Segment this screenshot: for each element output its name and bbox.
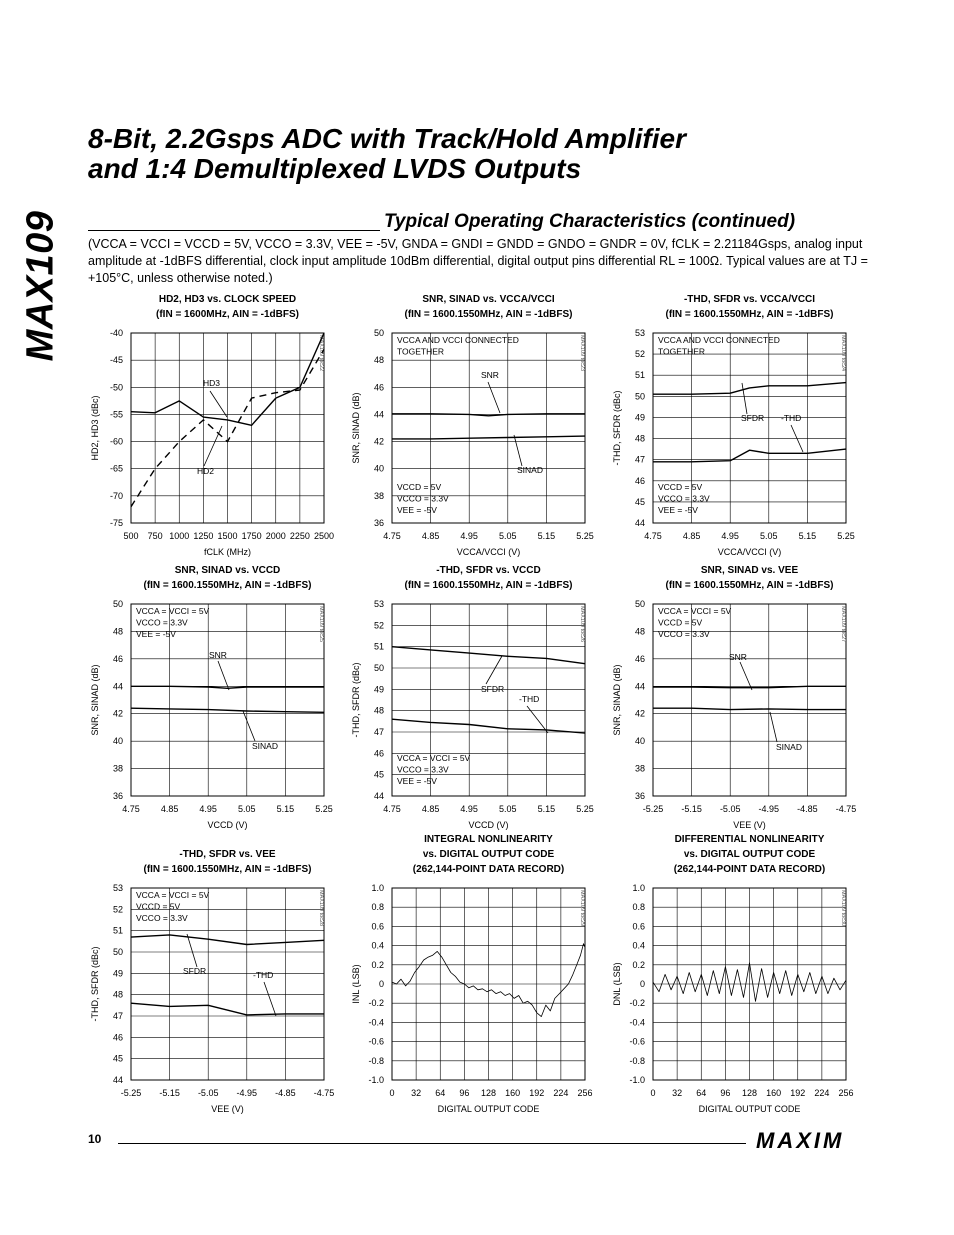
series-label: -THD [253,970,274,980]
y-tick-label: 40 [373,463,384,474]
x-tick-label: 128 [480,1088,497,1098]
series-label: SINAD [517,465,543,475]
title-line-2: and 1:4 Demultiplexed LVDS Outputs [88,153,582,184]
chart-title: SNR, SINAD vs. VCCA/VCCI [422,294,555,305]
series-label: SINAD [252,741,278,751]
chart-title: (fIN = 1600MHz, AIN = -1dBFS) [156,309,299,320]
title-line-1: 8-Bit, 2.2Gsps ADC with Track/Hold Amplifier [88,123,686,154]
chart-title: DIFFERENTIAL NONLINEARITY [674,834,825,845]
x-tick-label: 224 [553,1088,569,1098]
toc-id: MAX109 toc28 [318,890,324,927]
y-tick-label: 42 [373,436,384,447]
chart-title: SNR, SINAD vs. VCCD [174,565,281,576]
condition-note: VEE = -5V [397,505,437,515]
y-tick-label: 52 [373,620,384,631]
x-tick-label: -4.85 [275,1088,296,1098]
chart-title: (fIN = 1600.1550MHz, AIN = -1dBFS) [665,309,834,320]
chart-7 [90,849,334,1114]
chart-title: SNR, SINAD vs. VEE [700,565,799,576]
series-line-sinad [653,708,846,709]
y-tick-label: 53 [373,599,384,609]
chart-title: (262,144-POINT DATA RECORD) [673,864,826,875]
x-tick-label: -5.25 [642,804,664,814]
y-tick-label: 1.0 [632,883,645,893]
x-tick-label: 4.75 [122,804,140,814]
condition-note: VCCA = VCCI = 5V [397,753,471,763]
leader-line [742,383,747,414]
condition-note: VCCO = 3.3V [658,493,710,504]
x-tick-label: 0 [650,1088,656,1098]
condition-note: TOGETHER [397,346,445,357]
series-label: SNR [209,650,227,660]
y-tick-label: -0.4 [629,1017,645,1028]
x-tick-label: -4.75 [835,804,857,814]
x-tick-label: 5.25 [576,531,594,541]
y-tick-label: 45 [373,769,384,780]
x-tick-label: 500 [123,531,139,541]
x-tick-label: 192 [790,1088,806,1098]
x-tick-label: -5.25 [120,1088,142,1098]
leader-line [204,426,222,466]
y-tick-label: -0.4 [368,1017,384,1028]
y-tick-label: 52 [112,904,123,915]
chart-title: vs. DIGITAL OUTPUT CODE [422,849,555,860]
chart-title: vs. DIGITAL OUTPUT CODE [683,849,816,860]
leader-line [210,391,227,417]
series-label: SFDR [741,413,765,423]
chart-title: HD2, HD3 vs. CLOCK SPEED [158,294,297,305]
x-tick-label: 96 [720,1088,731,1098]
x-tick-label: -4.75 [313,1088,335,1098]
x-tick-label: 5.05 [238,804,256,814]
series-label: SFDR [183,966,207,976]
chart-2 [351,294,594,557]
series-label: SNR [729,652,747,662]
toc-id: MAX109 toc27 [840,606,846,643]
chart-4 [90,565,333,830]
series-line--thd [392,719,585,733]
y-tick-label: -75 [109,518,123,528]
condition-note: VCCD = 5V [397,482,442,492]
y-tick-label: 0.6 [632,921,645,932]
x-axis-label: VCCA/VCCI (V) [456,547,521,557]
x-tick-label: 32 [411,1088,422,1098]
leader-line [740,662,752,690]
x-tick-label: 1750 [241,531,262,541]
y-tick-label: -0.8 [629,1055,645,1066]
y-tick-label: 0.8 [371,902,384,913]
series-line-sfdr [131,935,324,945]
y-tick-label: -40 [109,328,123,338]
series-label: HD3 [203,378,221,388]
x-tick-label: -5.05 [197,1088,219,1098]
x-tick-label: -5.15 [681,804,702,814]
y-tick-label: 46 [373,382,384,393]
y-tick-label: 44 [373,791,384,801]
y-tick-label: 45 [112,1053,123,1064]
y-tick-label: 44 [634,681,645,692]
condition-note: VEE = -5V [397,776,437,786]
y-tick-label: 50 [634,391,645,402]
x-tick-label: 5.05 [499,531,517,541]
y-tick-label: 49 [112,968,123,979]
chart-title: (fIN = 1600.1550MHz, AIN = -1dBFS) [404,580,573,591]
y-tick-label: 46 [634,653,645,664]
y-axis-label: HD2, HD3 (dBc) [90,395,100,461]
chart-5 [351,565,594,830]
condition-note: VCCA = VCCI = 5V [658,606,732,616]
chart-3 [612,294,855,557]
leader-line [514,435,522,466]
chart-title: (fIN = 1600.1550MHz, AIN = -1dBFS) [665,580,834,591]
x-tick-label: 160 [766,1088,782,1098]
leader-line [264,982,276,1016]
y-tick-label: 45 [634,496,645,507]
y-tick-label: -0.8 [368,1055,384,1066]
chart-title: -THD, SFDR vs. VCCA/VCCI [683,294,816,305]
y-tick-label: -55 [109,409,123,420]
x-tick-label: 5.25 [837,531,855,541]
series-label: -THD [781,413,802,423]
y-tick-label: 40 [112,736,123,747]
y-tick-label: 50 [373,328,384,338]
x-tick-label: 5.15 [537,804,556,814]
leader-line [486,656,502,684]
y-tick-label: 36 [112,791,123,801]
y-tick-label: 0.6 [371,921,384,932]
chart-title: -THD, SFDR vs. VEE [179,849,276,860]
chart-title: (fIN = 1600.1550MHz, AIN = -1dBFS) [143,580,312,591]
condition-note: TOGETHER [658,346,706,357]
toc-id: MAX109 toc29 [579,890,585,927]
leader-line [488,382,500,413]
x-axis-label: VEE (V) [211,1104,244,1114]
condition-note: VCCA = VCCI = 5V [136,606,210,616]
y-tick-label: 46 [112,1032,123,1043]
x-tick-label: 2250 [289,531,310,541]
chart-8 [351,834,593,1114]
y-axis-label: -THD, SFDR (dBc) [90,946,100,1022]
x-tick-label: 5.05 [499,804,517,814]
y-tick-label: -0.6 [629,1036,645,1047]
x-tick-label: 4.95 [721,531,739,541]
y-tick-label: 38 [112,763,123,774]
toc-id: MAX109 toc26 [579,606,585,643]
y-tick-label: -0.2 [629,998,645,1009]
y-tick-label: -50 [109,382,123,393]
y-tick-label: 0 [378,979,384,989]
y-tick-label: 52 [634,349,645,360]
condition-note: VEE = -5V [658,505,698,515]
y-tick-label: 50 [373,663,384,673]
condition-note: VCCA = VCCI = 5V [136,890,210,900]
x-axis-label: fCLK (MHz) [204,547,251,557]
side-part-number: MAX109 [19,210,62,362]
series-line-sfdr [653,383,846,395]
y-tick-label: 46 [373,748,384,759]
x-axis-label: DIGITAL OUTPUT CODE [698,1104,801,1114]
y-axis-label: SNR, SINAD (dB) [612,664,622,736]
y-tick-label: 42 [112,708,123,719]
series-label: SNR [481,370,499,380]
x-tick-label: -5.05 [719,804,741,814]
y-tick-label: 47 [112,1011,123,1021]
x-tick-label: 5.25 [576,804,594,814]
condition-note: VCCO = 3.3V [397,493,449,504]
y-tick-label: 48 [373,355,384,366]
x-tick-label: 5.15 [798,531,817,541]
x-axis-label: VCCD (V) [207,820,248,830]
chart-9 [612,834,854,1114]
chart-1 [90,294,334,557]
x-tick-label: 1000 [169,531,190,541]
x-tick-label: 256 [838,1088,854,1098]
y-tick-label: 36 [373,518,384,528]
y-tick-label: 42 [634,708,645,719]
leader-line [187,934,197,967]
series-line-sinad [392,436,585,439]
toc-id: MAX109 toc23 [579,335,585,372]
y-tick-label: 40 [634,736,645,747]
x-tick-label: 32 [672,1088,683,1098]
condition-note: VCCA AND VCCI CONNECTED [397,335,519,345]
y-axis-label: DNL (LSB) [612,962,622,1006]
chart-title: -THD, SFDR vs. VCCD [436,565,541,576]
condition-note: VCCD = 5V [658,482,703,492]
condition-note: VEE = -5V [136,629,176,639]
operating-conditions: (VCCA = VCCI = VCCD = 5V, VCCO = 3.3V, VEE = -5V, GNDA = GNDI = GNDD = GNDO = GNDR = 0V, fCLK = 2.21184Gsps, analog input amplitude at -1dBFS differential, clock input amplitude 10dBm differential, digital output pins differential RL = 100Ω. Typical values are at TJ = +105°C, unless otherwise noted.) [88,237,868,285]
y-tick-label: -45 [109,355,123,366]
y-tick-label: 48 [112,626,123,637]
y-tick-label: 38 [373,490,384,501]
condition-note: VCCO = 3.3V [397,764,449,775]
x-tick-label: 5.05 [760,531,778,541]
series-label: SFDR [481,684,505,694]
y-tick-label: 46 [112,653,123,664]
y-tick-label: 0.8 [632,902,645,913]
x-tick-label: 4.95 [460,531,478,541]
x-tick-label: 750 [147,531,163,541]
x-tick-label: 256 [577,1088,593,1098]
x-axis-label: DIGITAL OUTPUT CODE [437,1104,540,1114]
x-tick-label: 5.15 [276,804,295,814]
x-axis-label: VEE (V) [733,820,766,830]
chart-title: INTEGRAL NONLINEARITY [424,834,553,845]
series-line-sinad [131,708,324,712]
x-tick-label: 96 [459,1088,470,1098]
y-tick-label: 48 [634,433,645,444]
x-tick-label: 4.95 [199,804,217,814]
y-tick-label: 44 [373,409,384,420]
y-tick-label: -60 [109,436,123,447]
x-tick-label: -4.95 [758,804,780,814]
x-tick-label: 5.25 [315,804,333,814]
y-tick-label: 0.2 [632,959,645,970]
y-tick-label: 46 [634,475,645,486]
x-tick-label: 4.95 [460,804,478,814]
y-tick-label: 53 [634,328,645,338]
y-tick-label: 44 [112,1075,123,1085]
condition-note: VCCO = 3.3V [136,617,188,628]
series-label: HD2 [197,466,215,476]
y-tick-label: 48 [634,626,645,637]
chart-title: (262,144-POINT DATA RECORD) [412,864,565,875]
x-tick-label: 4.85 [682,531,701,541]
y-tick-label: 51 [373,641,384,652]
x-tick-label: -4.85 [797,804,818,814]
leader-line [770,712,777,742]
x-tick-label: 64 [696,1088,707,1098]
footer-rule [118,1143,746,1144]
leader-line [243,711,255,741]
y-tick-label: -70 [109,490,123,501]
y-tick-label: 36 [634,791,645,801]
series-line-sfdr [392,647,585,664]
x-tick-label: 1250 [193,531,214,541]
series-label: -THD [519,694,540,704]
toc-id: MAX109 toc30 [840,890,846,927]
x-tick-label: 2000 [265,531,286,541]
section-title: Typical Operating Characteristics (continued) [384,211,796,232]
y-tick-label: 49 [373,684,384,695]
series-line-snr [392,414,585,416]
x-tick-label: 4.85 [421,531,440,541]
y-tick-label: 53 [112,883,123,893]
condition-note: VCCO = 3.3V [136,913,188,923]
x-tick-label: 224 [814,1088,830,1098]
x-tick-label: 1500 [217,531,238,541]
y-axis-label: SNR, SINAD (dB) [90,664,100,736]
y-tick-label: 50 [112,947,123,957]
y-tick-label: 0.4 [632,940,645,951]
y-tick-label: 51 [112,925,123,936]
condition-note: VCCD = 5V [136,901,181,912]
x-tick-label: 4.85 [160,804,179,814]
y-tick-label: 50 [112,599,123,609]
chart-title: (fIN = 1600.1550MHz, AIN = -1dBFS) [404,309,573,320]
y-axis-label: SNR, SINAD (dB) [351,392,361,464]
condition-note: VCCD = 5V [658,617,703,628]
y-tick-label: 38 [634,763,645,774]
x-axis-label: VCCD (V) [468,820,509,830]
y-axis-label: -THD, SFDR (dBc) [612,390,622,466]
y-tick-label: 44 [112,681,123,692]
y-axis-label: -THD, SFDR (dBc) [351,662,361,738]
y-tick-label: 0 [639,979,645,989]
y-tick-label: 47 [373,727,384,737]
x-tick-label: 128 [741,1088,758,1098]
toc-id: MAX109 toc22 [318,335,324,372]
condition-note: VCCO = 3.3V [658,629,710,639]
chart-title: (fIN = 1600.1550MHz, AIN = -1dBFS) [143,864,312,875]
y-tick-label: -0.2 [368,998,384,1009]
y-tick-label: 48 [112,989,123,1000]
y-tick-label: 1.0 [371,883,384,893]
chart-6 [612,565,856,830]
y-tick-label: -1.0 [629,1075,645,1085]
x-tick-label: 4.75 [383,531,401,541]
x-tick-label: 4.75 [644,531,662,541]
y-tick-label: 44 [634,518,645,528]
y-tick-label: 48 [373,705,384,716]
x-tick-label: 4.85 [421,804,440,814]
x-tick-label: 4.75 [383,804,401,814]
x-tick-label: 2500 [313,531,335,541]
condition-note: VCCA AND VCCI CONNECTED [658,335,780,345]
page-number: 10 [88,1132,102,1146]
y-tick-label: 49 [634,412,645,423]
y-tick-label: -0.6 [368,1036,384,1047]
x-tick-label: 192 [529,1088,545,1098]
y-tick-label: -1.0 [368,1075,384,1085]
y-tick-label: 47 [634,454,645,465]
maxim-logo: MAXIM [756,1128,845,1153]
y-tick-label: 0.4 [371,940,384,951]
x-tick-label: -4.95 [236,1088,258,1098]
x-tick-label: -5.15 [159,1088,180,1098]
series-line--thd [131,1003,324,1015]
toc-id: MAX109 toc24 [840,335,846,372]
y-tick-label: 51 [634,370,645,381]
y-tick-label: -65 [109,463,123,474]
x-tick-label: 5.15 [537,531,556,541]
x-axis-label: VCCA/VCCI (V) [717,547,782,557]
y-tick-label: 0.2 [371,959,384,970]
leader-line [218,661,229,690]
x-tick-label: 64 [435,1088,446,1098]
series-label: SINAD [776,742,802,752]
x-tick-label: 160 [505,1088,521,1098]
x-tick-label: 0 [389,1088,395,1098]
y-tick-label: 50 [634,599,645,609]
toc-id: MAX109 toc25 [318,606,324,643]
y-axis-label: INL (LSB) [351,964,361,1004]
